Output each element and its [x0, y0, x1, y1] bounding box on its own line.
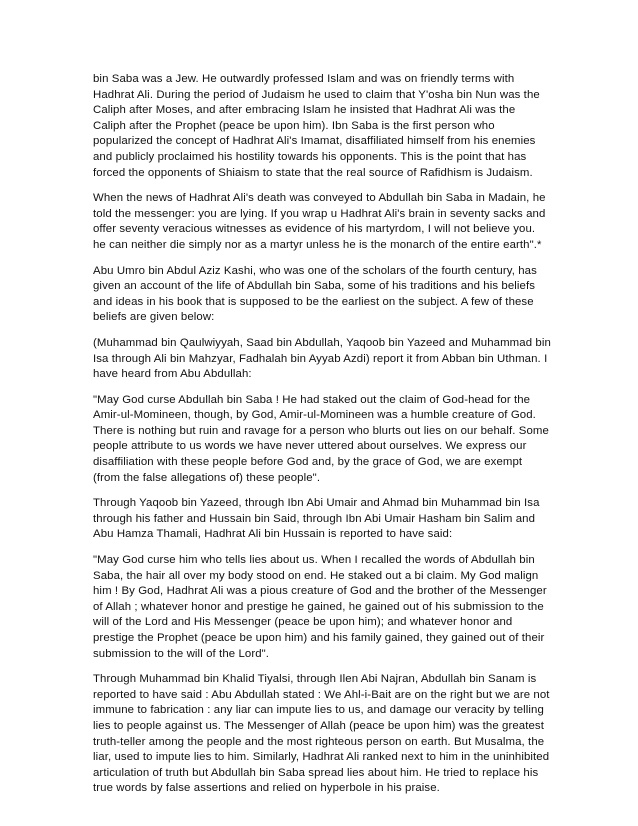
paragraph-6: Through Yaqoob bin Yazeed, through Ibn Abi Umair and Ahmad bin Muhammad bin Isa through his father and Hussain bin Said, through Ibn Abi Umair Hasham bin Salim and Abu Hamza Thamali, Hadhrat Ali bin Hussain is reported to have said:: [93, 497, 540, 541]
paragraph-7: "May God curse him who tells lies about us. When I recalled the words of Abdullah bin Saba, the hair all over my body stood on end. He staked out a bi claim. My God malign him ! By God, Hadhrat Ali was a pious creature of God and the brother of the Messenger of Allah ; whatever honor and prestige he gained, he gained out of his submission to the will of the Lord and His Messenger (peace be upon him); and whatever honor and prestige the Prophet (peace be upon him) and his family gained, they gained out of their submission to the will of the Lord".: [93, 554, 547, 660]
paragraph-8: Through Muhammad bin Khalid Tiyalsi, through Ilen Abi Najran, Abdullah bin Sanam is reported to have said : Abu Abdullah stated : We Ahl-i-Bait are on the right but we are not immune to fabrication : any liar can impute lies to us, and damage our veracity by telling lies to people against us. The Messenger of Allah (peace be upon him) was the greatest truth-teller among the people and the most righteous person on earth. But Musalma, the liar, used to impute lies to him. Similarly, Hadhrat Ali ranked next to him in the uninhibited articulation of truth but Abdullah bin Saba spread lies about him. He tried to replace his true words by false assertions and relied on hyperbole in his praise.: [93, 673, 550, 795]
paragraph-4: (Muhammad bin Qaulwiyyah, Saad bin Abdullah, Yaqoob bin Yazeed and Muhammad bin Isa through Ali bin Mahzyar, Fadhalah bin Ayyab Azdi) report it from Abban bin Uthman. I have heard from Abu Abdullah:: [93, 336, 551, 381]
paragraph-5: "May God curse Abdullah bin Saba ! He had staked out the claim of God-head for the Amir-ul-Momineen, though, by God, Amir-ul-Momineen was a humble creature of God. There is nothing but ruin and ravage for a person who blurts out lies on our behalf. Some people attribute to us words we have never uttered about ourselves. We express our disaffiliation with these people before God and, by the grace of God, we are exempt (from the false allegations of) these people".: [93, 393, 549, 484]
paragraph-2: When the news of Hadhrat Ali's death was conveyed to Abdullah bin Saba in Madain, he told the messenger: you are lying. If you wrap u Hadhrat Ali's brain in seventy sacks and offer seventy veracious witnesses as evidence of his martyrdom, I will not believe you. he can neither die simply nor as a martyr unless he is the monarch of the entire earth".*: [93, 192, 546, 251]
paragraph-3: Abu Umro bin Abdul Aziz Kashi, who was one of the scholars of the fourth century, has given an account of the life of Abdullah bin Saba, some of his traditions and his beliefs and ideas in his book that is supposed to be the earliest on the subject. A few of these beliefs are given below:: [93, 264, 537, 324]
document-page: [93, 72, 551, 807]
paragraph-1: bin Saba was a Jew. He outwardly professed Islam and was on friendly terms with Hadhrat Ali. During the period of Judaism he used to claim that Y'osha bin Nun was the Caliph after Moses, and after embracing Islam he insisted that Hadhrat Ali was the Caliph after the Prophet (peace be upon him). Ibn Saba is the first person who popularized the concept of Hadhrat Ali's Imamat, disaffiliated himself from his enemies and publicly proclaimed his hostility towards his opponents. This is the point that has forced the opponents of Shiaism to state that the real source of Rafidhism is Judaism.: [93, 73, 540, 179]
